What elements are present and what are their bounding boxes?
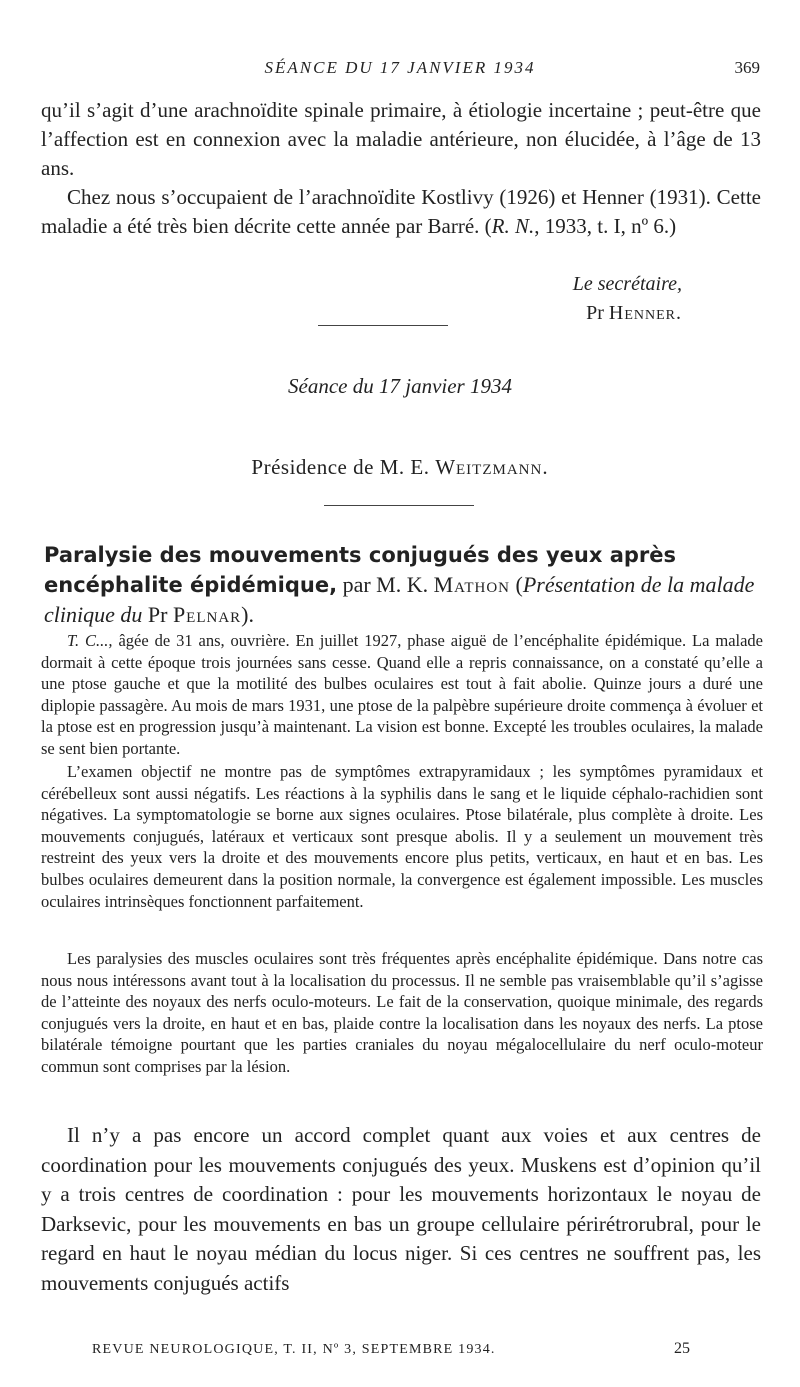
divider-rule	[324, 505, 474, 506]
presidence-line	[0, 455, 800, 480]
president-name: Weitzmann.	[435, 455, 549, 479]
signature-role: Le secrétaire,	[572, 273, 682, 295]
article-author: Mathon	[433, 572, 511, 597]
session-title: Séance du 17 janvier 1934	[288, 374, 512, 398]
signature-name: Henner.	[608, 302, 682, 324]
presenter-name: Pelnar	[172, 602, 242, 627]
signature-block	[573, 270, 682, 328]
article-heading	[44, 540, 774, 629]
signature-mark: 25	[674, 1340, 690, 1357]
presidence-prefix: Présidence de M. E.	[251, 455, 430, 479]
article-by: par M. K.	[342, 572, 429, 597]
case-initials: T. C...,	[67, 631, 113, 650]
case-paragraph-1-text: âgée de 31 ans, ouvrière. En juillet 1927, phase aiguë de l’encéphalite épidémique. La malade dormait à cette époque trois journées sans cesse. Quand elle a repris connaissance, on a constaté qu’elle a une ptose gauche et que la motilité des bulbes oculaires est tout à fait abolie. Quinze jours a duré une diplopie passagère. Au mois de mars 1931, une ptose de la palpèbre supérieure droite commença à évoluer et la ptose est en progression jusqu’à maintenant. La vision est bonne. Excepté les troubles oculaires, la malade se sent bien portante.	[41, 631, 763, 758]
case-paragraph-3: Les paralysies des muscles oculaires sont très fréquentes après encéphalite épidémique. Dans notre cas nous nous intéressons avant tout à la localisation du processus. Il ne semble pas vraisemblable qu’il s’agisse de l’atteinte des noyaux des nerfs oculo-moteurs. Le fait de la conservation, quoique minimale, des regards conjugués vers la droite, en haut et en bas, plaide contre la localisation dans les noyaux des nerfs. La ptose bilatérale témoigne pourtant que les parties craniales du noyau mégalocellulaire du nerf oculo-moteur commun sont comprises par la lésion.	[41, 949, 763, 1076]
reference-journal: R. N.	[491, 214, 535, 238]
paren-close: ).	[241, 602, 254, 627]
journal-footer: REVUE NEUROLOGIQUE, T. II, Nº 3, SEPTEMBRE 1934.	[92, 1342, 496, 1357]
intro-paragraph-1: qu’il s’agit d’une arachnoïdite spinale primaire, à étiologie incertaine ; peut-être que l’affection est en connexion avec la maladie antérieure, non élucidée, à l’âge de 13 ans.	[41, 98, 761, 180]
running-title: SÉANCE DU 17 JANVIER 1934	[264, 58, 536, 77]
signature-title: Pr	[586, 302, 604, 324]
reference-details: , 1933, t. I, nº 6.)	[534, 214, 677, 238]
discussion-paragraph: Il n’y a pas encore un accord complet quant aux voies et aux centres de coordination pour les mouvements conjugués des yeux. Muskens est d’opinion qu’il y a trois centres de coordination : pour les mouvements horizontaux le noyau de Darksevic, pour les mouvements en bas un groupe cellulaire périrétrorubral, pour le regard en haut le noyau médian du locus niger. Si ces centres ne souffrent pas, les mouvements conjugués actifs	[41, 1123, 761, 1295]
divider-rule	[318, 325, 448, 326]
presenter-title: Pr	[147, 602, 168, 627]
presentation-note: Présentation de la malade clinique du	[44, 572, 755, 627]
intro-paragraph-2-text: Chez nous s’occupaient de l’arachnoïdite Kostlivy (1926) et Henner (1931). Cette maladie a été très bien décrite cette année par Barré.	[41, 185, 761, 238]
case-paragraph-2: L’examen objectif ne montre pas de symptômes extrapyramidaux ; les symptômes pyramidaux et cérébelleux sont aussi négatifs. Les réactions à la syphilis dans le sang et le liquide céphalo-rachidien sont négatives. La symptomatologie se borne aux signes oculaires. Ptose bilatérale, plus complète à droite. Les mouvements conjugués, latéraux et verticaux sont presque abolis. Il y a seulement un mouvement très restreint des yeux vers la droite et des mouvements encore plus petits, verticaux, en haut et en bas. Les bulbes oculaires demeurent dans la position normale, la convergence est également impossible. Les muscles oculaires intrinsèques fonctionnent parfaitement.	[41, 762, 763, 911]
page-number: 369	[734, 58, 760, 77]
paren-open: (	[515, 572, 523, 597]
article-title: Paralysie des mouvements conjugués des yeux après encéphalite épidémique,	[44, 543, 676, 597]
intro-paragraph-2: Chez nous s’occupaient de l’arachnoïdite Kostlivy (1926) et Henner (1931). Cette maladie a été très bien décrite cette année par Barré. (R. N., 1933, t. I, nº 6.)	[41, 185, 761, 238]
case-paragraph-1	[41, 630, 763, 760]
running-head	[40, 58, 760, 82]
